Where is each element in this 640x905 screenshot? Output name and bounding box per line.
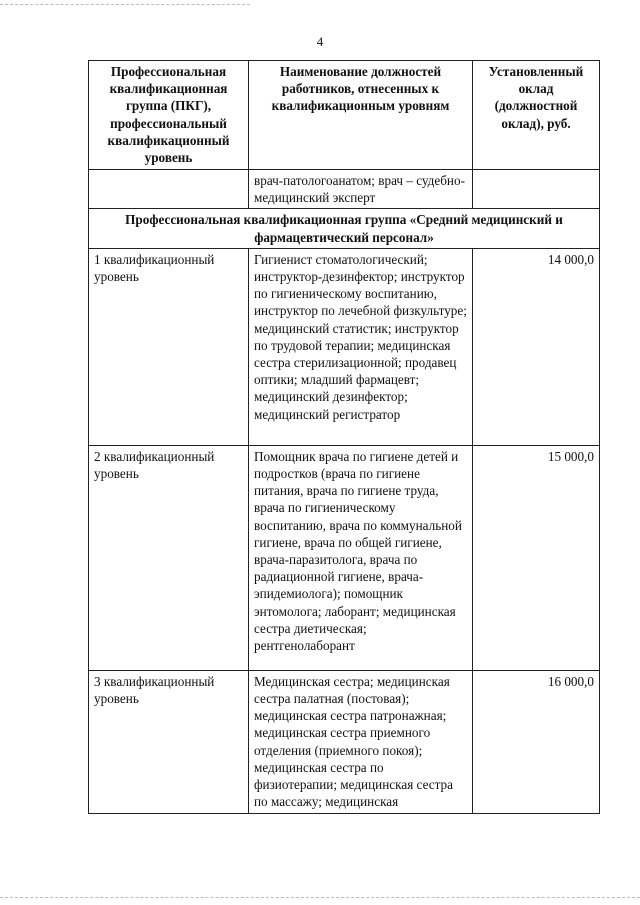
table-row-continuation — [89, 170, 600, 209]
cell-level — [89, 170, 249, 209]
table-row — [89, 670, 600, 813]
scan-artifact-top — [0, 4, 250, 6]
cell-positions: Помощник врача по гигиене детей и подростков (врача по гигиене питания, врача по гигиене труда, врача по гигиеническому воспитанию, врача по коммунальной гигиене, врача по общей гигиене, врача-паразитолога, врача по радиационной гигиене, врача-эпидемиолога); помощник энтомолога; лаборант; медицинская сестра диетическая; рентгенолаборант — [249, 445, 473, 670]
table-header-row — [89, 61, 600, 170]
header-salary: Установленный оклад (должностной оклад), руб. — [473, 61, 600, 170]
group-title: Профессиональная квалификационная группа «Средний медицинский и фармацевтический персонал» — [89, 209, 600, 248]
salary-table — [88, 60, 600, 814]
cell-positions: Гигиенист стоматологический; инструктор-дезинфектор; инструктор по гигиеническому воспитанию, инструктор по лечебной физкультуре; медицинский статистик; инструктор по трудовой терапии; медицинская сестра стерилизационной; продавец оптики; младший фармацевт; медицинский дезинфектор; медицинский регистратор — [249, 248, 473, 445]
header-positions: Наименование должностей работников, отнесенных к квалификационным уровням — [249, 61, 473, 170]
cell-positions: Медицинская сестра; медицинская сестра палатная (постовая); медицинская сестра патронажная; медицинская сестра приемного отделения (приемного покоя); медицинская сестра по физиотерапии; медицинская сестра по массажу; медицинская — [249, 670, 473, 813]
group-title-row — [89, 209, 600, 248]
cell-level: 2 квалификационный уровень — [89, 445, 249, 670]
cell-salary — [473, 170, 600, 209]
table-row — [89, 248, 600, 445]
header-pkg: Профессиональная квалификационная группа (ПКГ), профессиональный квалификационный уровень — [89, 61, 249, 170]
cell-level: 3 квалификационный уровень — [89, 670, 249, 813]
cell-level: 1 квалификационный уровень — [89, 248, 249, 445]
cell-salary: 15 000,0 — [473, 445, 600, 670]
page-number: 4 — [316, 34, 324, 49]
table-row — [89, 445, 600, 670]
cell-salary: 14 000,0 — [473, 248, 600, 445]
cell-positions: врач-патологоанатом; врач – судебно-медицинский эксперт — [249, 170, 473, 209]
scan-artifact-bottom — [0, 897, 640, 899]
cell-salary: 16 000,0 — [473, 670, 600, 813]
